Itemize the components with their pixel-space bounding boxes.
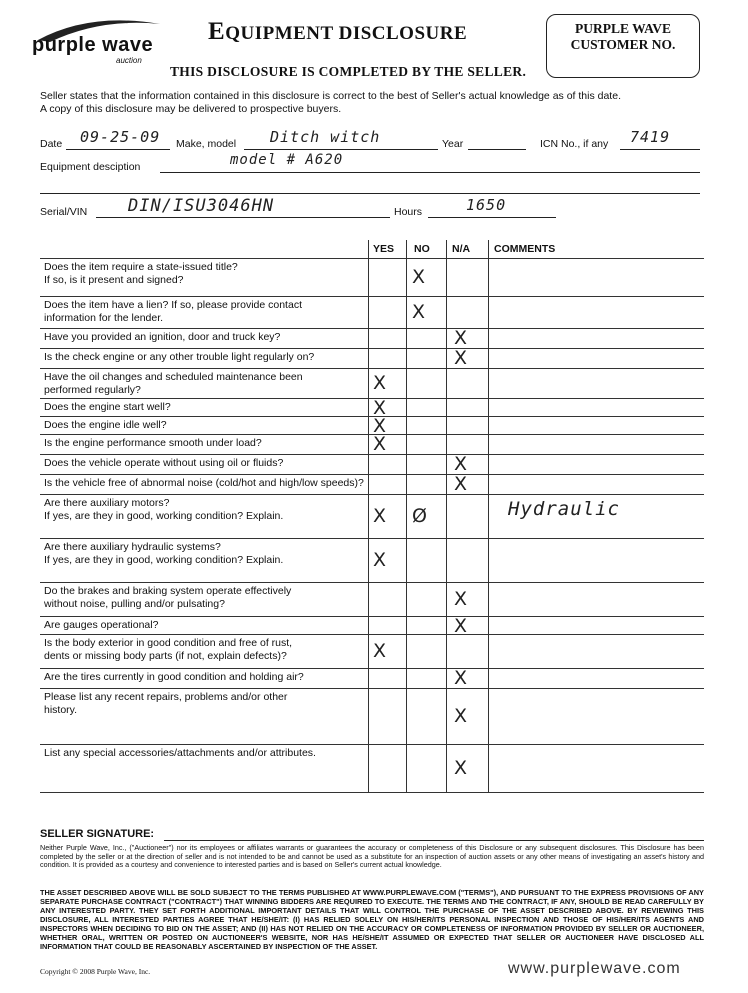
intro-line2: A copy of this disclosure may be delivered to prospective buyers. [40, 103, 342, 115]
row-question: Does the item require a state-issued title? If so, is it present and signed? [44, 261, 238, 286]
table-row-rule [40, 434, 704, 435]
table-row-rule [40, 474, 704, 475]
na-mark[interactable]: X [454, 615, 468, 637]
row-question: Please list any recent repairs, problems and/or other history. [44, 691, 288, 716]
table-row-rule [40, 792, 704, 793]
serial-value[interactable]: DIN/ISU3046HN [128, 196, 275, 216]
logo-subtext: auction [116, 56, 142, 65]
row-question: Do the brakes and braking system operate effectively without noise, pulling and/or pulsating? [44, 585, 292, 610]
na-mark[interactable]: X [454, 667, 468, 689]
yes-mark[interactable]: X [373, 372, 387, 394]
description-line-2 [40, 193, 700, 194]
intro-line1: Seller states that the information contained in this disclosure is correct to the best of Seller's actual knowledge as of this date. [40, 90, 621, 102]
description-value[interactable]: model # A620 [230, 152, 344, 168]
table-col-divider [446, 240, 447, 792]
serial-label: Serial/VIN [40, 206, 88, 218]
na-mark[interactable]: X [454, 588, 468, 610]
terms-text: THE ASSET DESCRIBED ABOVE WILL BE SOLD SUBJECT TO THE TERMS PUBLISHED AT WWW.PURPLEWAVE.COM ("TERMS"), AND PURSUANT TO THE EXPRESS PROVISIONS OF ANY SEPARATE PURCHASE CONTRACT ("CONTRACT") THAT WINNING BIDDERS ARE REQUIRED TO EXECUTE. THE TERMS AND THE CONTRACT, IF ANY, SHOULD BE READ CAREFULLY BY ANY INTERESTED PARTY. THEY SET FORTH ADDITIONAL IMPORTANT DETAILS THAT WILL CONTROL THE PURCHASE OF THE ASSET DESCRIBED ABOVE. BY REVIEWING THIS DISCLOSURE, ALL INTERESTED PARTIES AGREE THAT HE/SHE/IT: (I) HAS RELIED SOLELY ON HIS/HER/ITS PERSONAL INSPECTION AND THOSE OF HIS/HER/ITS AGENTS AND INSPECTORS WHEN DECIDING TO BID ON THE ASSET; AND (II) HAS NOT RELIED ON THE ACCURACY OR COMPLETENESS OF INFORMATION PROVIDED BY SELLER OR AUCTIONEER, WHETHER ORAL, WRITTEN OR POSTED ON AUCTIONEER'S WEBSITE, NOR HAS HE/SHE/IT ASSUMED OR EXPECTED THAT SELLER OR AUCTIONEER HAVE DISCLOSED ALL INFORMATION THAT COULD BE REASONABLY ASCERTAINED BY INSPECTION OF THE ASSET. [40, 888, 704, 951]
table-row-rule [40, 348, 704, 349]
table-col-divider [406, 240, 407, 792]
serial-line [96, 217, 390, 218]
table-col-divider [368, 240, 369, 792]
table-row-rule [40, 328, 704, 329]
table-row-rule [40, 688, 704, 689]
table-row-rule [40, 634, 704, 635]
row-question: Is the body exterior in good condition and free of rust, dents or missing body parts (if not, explain defects)? [44, 637, 293, 662]
customer-box-line1: PURPLE WAVE [575, 21, 671, 36]
row-question: Does the item have a lien? If so, please provide contact information for the lender. [44, 299, 302, 324]
table-row-rule [40, 296, 704, 297]
disclaimer-text: Neither Purple Wave, Inc., ("Auctioneer") nor its employees or affiliates warrants or guarantees the accuracy or completeness of this Disclosure or any subsequent disclosures. This Disclosure has been completed by the seller or at the direction of seller and is not intended to be and cannot be used as a substitute for an inspection of auction assets or any other means of investigating an asset's history and condition. It is provided as a courtesy and convenience to interested parties and is based on Seller's current actual knowledge. [40, 843, 704, 870]
signature-line[interactable] [164, 840, 704, 841]
no-mark[interactable]: X [412, 266, 426, 288]
icn-label: ICN No., if any [540, 138, 609, 150]
customer-box-line2: CUSTOMER NO. [570, 37, 676, 52]
row-question: Is the check engine or any other trouble light regularly on? [44, 351, 315, 363]
footer-url[interactable]: www.purplewave.com [508, 960, 681, 977]
description-label: Equipment desciption [40, 161, 141, 173]
table-col-divider [488, 240, 489, 792]
year-label: Year [442, 138, 464, 150]
table-row-rule [40, 398, 704, 399]
table-row-rule [40, 582, 704, 583]
na-mark[interactable]: X [454, 327, 468, 349]
hours-label: Hours [394, 206, 423, 218]
row-question: Are there auxiliary motors? If yes, are they in good, working condition? Explain. [44, 497, 284, 522]
make-label: Make, model [176, 138, 237, 150]
logo-text: purple wave [32, 34, 154, 56]
row-question: Is the vehicle free of abnormal noise (cold/hot and high/low speeds)? [44, 477, 364, 489]
row-question: Does the engine idle well? [44, 419, 167, 431]
date-line [66, 149, 170, 150]
hours-line [428, 217, 556, 218]
table-row-rule [40, 668, 704, 669]
table-row-rule [40, 416, 704, 417]
row-question: Is the engine performance smooth under load? [44, 437, 262, 449]
row-question: Are there auxiliary hydraulic systems? If yes, are they in good, working condition? Explain. [44, 541, 284, 566]
yes-mark[interactable]: X [373, 549, 387, 571]
na-mark[interactable]: X [454, 473, 468, 495]
description-line [160, 172, 700, 173]
customer-number-box[interactable] [546, 14, 700, 78]
na-mark[interactable]: X [454, 347, 468, 369]
seller-signature-label: SELLER SIGNATURE: [40, 828, 155, 840]
page-title: EQUIPMENT DISCLOSURE [208, 18, 468, 45]
table-row-rule [40, 454, 704, 455]
table-row-rule [40, 616, 704, 617]
col-header-yes: YES [373, 243, 395, 255]
intro-text [40, 90, 720, 116]
col-header-comments: COMMENTS [494, 243, 556, 255]
table-row-rule [40, 368, 704, 369]
row-comment[interactable]: Hydraulic [508, 498, 620, 520]
date-value[interactable]: 09-25-09 [80, 128, 161, 146]
row-question: List any special accessories/attachments and/or attributes. [44, 747, 316, 759]
row-question: Does the engine start well? [44, 401, 171, 413]
table-row-rule [40, 744, 704, 745]
table-header-rule [40, 258, 704, 259]
icn-line [620, 149, 700, 150]
copyright: Copyright © 2008 Purple Wave, Inc. [40, 967, 151, 976]
make-line [244, 149, 438, 150]
na-mark[interactable]: X [454, 705, 468, 727]
date-label: Date [40, 138, 63, 150]
make-value[interactable]: Ditch witch [270, 128, 381, 146]
yes-mark[interactable]: X [373, 397, 387, 419]
page-subtitle: THIS DISCLOSURE IS COMPLETED BY THE SELLER. [170, 64, 527, 79]
na-mark[interactable]: X [454, 757, 468, 779]
row-question: Have the oil changes and scheduled maintenance been performed regularly? [44, 371, 303, 396]
row-question: Are gauges operational? [44, 619, 159, 631]
row-question: Have you provided an ignition, door and truck key? [44, 331, 281, 343]
na-mark[interactable]: X [454, 453, 468, 475]
year-line [468, 149, 526, 150]
no-mark[interactable]: Ø [412, 505, 427, 527]
row-question: Are the tires currently in good condition and holding air? [44, 671, 304, 683]
icn-value[interactable]: 7419 [630, 128, 671, 146]
table-row-rule [40, 494, 704, 495]
table-row-rule [40, 538, 704, 539]
logo [30, 14, 165, 66]
yes-mark[interactable]: X [373, 640, 387, 662]
col-header-na: N/A [452, 243, 471, 255]
yes-mark[interactable]: X [373, 415, 387, 437]
col-header-no: NO [414, 243, 430, 255]
yes-mark[interactable]: X [373, 433, 387, 455]
no-mark[interactable]: X [412, 301, 426, 323]
hours-value[interactable]: 1650 [466, 196, 507, 214]
row-question: Does the vehicle operate without using oil or fluids? [44, 457, 284, 469]
yes-mark[interactable]: X [373, 505, 387, 527]
